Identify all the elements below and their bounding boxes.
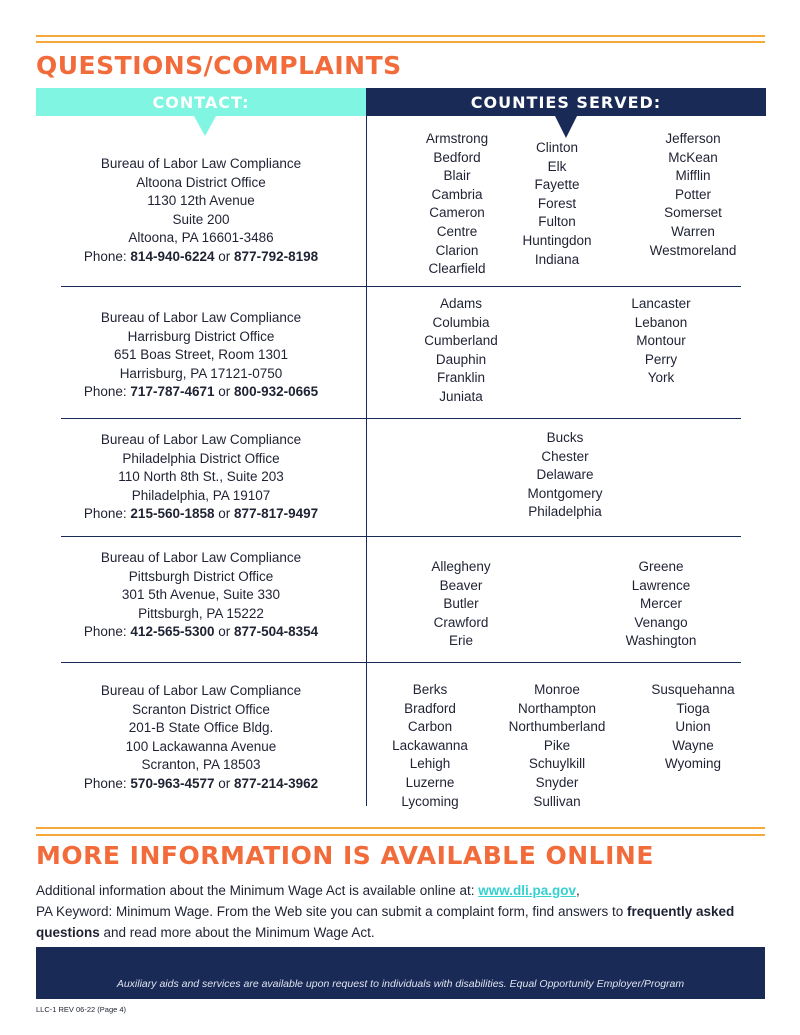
county-name: Cumberland: [424, 333, 498, 349]
counties-arrow-icon: [555, 116, 577, 138]
county-name: Bradford: [404, 700, 456, 716]
county-name: Luzerne: [405, 774, 455, 790]
county-name: Bucks: [546, 430, 584, 445]
office-contact: [36, 682, 366, 793]
phone-or: or: [218, 775, 231, 791]
phone-number[interactable]: 717-787-4671: [130, 384, 215, 399]
county-name: Northumberland: [508, 719, 606, 735]
phone-label: Phone:: [83, 506, 127, 521]
county-name: Wyoming: [664, 756, 722, 772]
county-name: Schuylkill: [528, 756, 586, 772]
phone-number[interactable]: 877-214-3962: [234, 775, 319, 791]
county-name: Westmoreland: [649, 242, 737, 258]
county-name: Fulton: [538, 214, 576, 230]
page-title: QUESTIONS/COMPLAINTS: [36, 51, 402, 80]
county-name: Montour: [636, 333, 686, 349]
county-name: Columbia: [432, 314, 490, 330]
office-address-line: Suite 200: [172, 211, 230, 227]
county-name: Mifflin: [675, 168, 711, 184]
county-name: Potter: [674, 186, 712, 202]
phone-label: Phone:: [83, 248, 127, 264]
county-column: [490, 429, 640, 522]
office-address-line: Altoona, PA 16601-3486: [128, 230, 274, 245]
office-address-line: Harrisburg District Office: [127, 328, 275, 344]
county-name: Franklin: [436, 370, 485, 386]
row-divider: [61, 418, 741, 419]
county-name: Huntingdon: [522, 232, 592, 248]
office-phone-line: [36, 383, 366, 402]
more-info-text: [36, 880, 766, 943]
county-name: Lancaster: [631, 296, 691, 311]
county-name: Washington: [625, 633, 697, 649]
county-name: Lackawanna: [392, 737, 468, 753]
county-name: Forest: [537, 195, 577, 211]
more-info-text-1: Additional information about the Minimum Wage Act is available online at:: [36, 883, 479, 898]
county-name: Elk: [547, 158, 567, 174]
office-address-line: Pittsburgh, PA 15222: [138, 605, 264, 621]
county-name: Jefferson: [665, 131, 721, 146]
county-name: Pike: [543, 737, 571, 753]
county-name: Tioga: [676, 700, 710, 716]
phone-number[interactable]: 877-817-9497: [234, 506, 319, 521]
office-contact: [36, 309, 366, 402]
row-divider: [61, 286, 741, 287]
office-address-line: 201-B State Office Bldg.: [128, 720, 274, 735]
more-info-title: MORE INFORMATION IS AVAILABLE ONLINE: [36, 841, 654, 870]
office-phone-line: [36, 505, 366, 524]
office-contact: [36, 431, 366, 524]
office-address-line: Bureau of Labor Law Compliance: [100, 432, 302, 447]
phone-label: Phone:: [83, 384, 127, 399]
county-name: Juniata: [439, 388, 483, 404]
phone-or: or: [218, 506, 231, 521]
office-phone-line: [36, 248, 366, 267]
phone-number[interactable]: 412-565-5300: [130, 624, 215, 639]
county-name: Crawford: [433, 614, 489, 630]
office-address-line: Bureau of Labor Law Compliance: [100, 550, 302, 565]
website-link[interactable]: www.dli.pa.gov: [478, 883, 577, 898]
county-column: [586, 295, 736, 388]
county-name: Cameron: [429, 205, 485, 221]
county-name: York: [647, 370, 675, 386]
county-name: Lycoming: [401, 793, 459, 809]
office-phone-line: [36, 775, 366, 794]
office-address-line: Bureau of Labor Law Compliance: [100, 156, 302, 171]
county-name: Clearfield: [428, 261, 486, 277]
faq-emphasis: frequently asked questions: [36, 904, 735, 940]
office-contact: [36, 155, 366, 266]
page-code: LLC-1 REV 06-22 (Page 4): [36, 1005, 127, 1014]
office-address-line: 301 5th Avenue, Suite 330: [121, 587, 281, 602]
county-name: Carbon: [407, 719, 453, 735]
county-column: [482, 681, 632, 811]
county-name: Clinton: [535, 140, 579, 155]
row-divider: [61, 662, 741, 663]
county-name: Mercer: [639, 596, 682, 612]
more-info-text-3: PA Keyword: Minimum Wage. From the Web site you can submit a complaint form, find answers to: [36, 904, 627, 919]
county-name: Adams: [439, 296, 483, 311]
county-name: Somerset: [664, 205, 722, 221]
phone-or: or: [218, 624, 231, 639]
county-name: Venango: [634, 614, 688, 630]
county-name: McKean: [668, 149, 718, 165]
county-name: Greene: [638, 559, 684, 574]
county-name: Lawrence: [631, 577, 691, 593]
county-name: Fayette: [534, 177, 580, 193]
office-address-line: Altoona District Office: [136, 174, 266, 190]
county-column: [618, 681, 768, 774]
county-name: Perry: [644, 351, 678, 367]
office-address-line: Harrisburg, PA 17121-0750: [119, 365, 283, 381]
office-phone-line: [36, 623, 366, 642]
county-column: [586, 558, 736, 651]
phone-number[interactable]: 814-940-6224: [130, 248, 215, 264]
county-name: Centre: [436, 223, 478, 239]
office-address-line: 1130 12th Avenue: [147, 193, 255, 208]
top-rule-1: [36, 35, 765, 37]
contact-header: CONTACT:: [36, 88, 366, 116]
counties-header: COUNTIES SERVED:: [366, 88, 766, 116]
phone-number[interactable]: 570-963-4577: [130, 775, 215, 791]
footer-notice: Auxiliary aids and services are available upon request to individuals with disabilities. Equal Opportunity Employer/Program: [36, 947, 765, 999]
row-divider: [61, 536, 741, 537]
county-name: Wayne: [672, 737, 714, 753]
phone-number[interactable]: 215-560-1858: [130, 506, 215, 521]
phone-or: or: [218, 384, 231, 399]
phone-label: Phone:: [83, 624, 127, 639]
office-address-line: Philadelphia, PA 19107: [131, 487, 271, 503]
county-name: Cambria: [431, 186, 483, 202]
office-address-line: Bureau of Labor Law Compliance: [100, 683, 302, 698]
mid-rule-1: [36, 827, 765, 829]
county-column: [482, 139, 632, 269]
contact-arrow-icon: [194, 116, 216, 136]
office-address-line: Philadelphia District Office: [122, 450, 280, 466]
more-info-text-2: ,: [576, 883, 580, 898]
county-name: Philadelphia: [528, 504, 602, 520]
county-name: Union: [675, 719, 711, 735]
county-name: Susquehanna: [651, 682, 735, 697]
county-column: [618, 130, 768, 260]
county-name: Dauphin: [435, 351, 487, 367]
office-address-line: 651 Boas Street, Room 1301: [113, 347, 289, 362]
county-name: Berks: [412, 682, 448, 697]
office-address-line: Bureau of Labor Law Compliance: [100, 310, 302, 325]
county-name: Chester: [541, 448, 589, 464]
county-name: Montgomery: [527, 485, 603, 501]
county-name: Beaver: [439, 577, 483, 593]
office-address-line: Pittsburgh District Office: [128, 568, 274, 584]
county-name: Armstrong: [425, 131, 489, 146]
county-name: Allegheny: [431, 559, 491, 574]
mid-rule-2: [36, 834, 765, 836]
office-contact: [36, 549, 366, 642]
county-name: Lebanon: [634, 314, 688, 330]
county-column: [386, 295, 536, 407]
county-name: Erie: [448, 633, 473, 649]
phone-number[interactable]: 800-932-0665: [234, 384, 319, 399]
phone-number[interactable]: 877-504-8354: [234, 624, 319, 639]
phone-number[interactable]: 877-792-8198: [234, 248, 319, 264]
county-name: Bedford: [433, 149, 481, 165]
office-address-line: 100 Lackawanna Avenue: [125, 738, 277, 754]
county-name: Northampton: [517, 700, 597, 716]
office-address-line: Scranton, PA 18503: [141, 757, 261, 772]
county-name: Snyder: [535, 774, 579, 790]
county-name: Lehigh: [409, 756, 451, 772]
office-address-line: 110 North 8th St., Suite 203: [118, 469, 284, 484]
county-name: Monroe: [534, 682, 580, 697]
county-name: Sullivan: [533, 793, 581, 809]
phone-or: or: [218, 248, 231, 264]
county-name: Clarion: [435, 242, 479, 258]
phone-label: Phone:: [83, 775, 127, 791]
more-info-text-4: and read more about the Minimum Wage Act.: [99, 925, 375, 940]
county-name: Delaware: [536, 467, 594, 483]
county-column: [386, 558, 536, 651]
county-name: Warren: [671, 223, 715, 239]
county-name: Blair: [443, 168, 471, 184]
top-rule-2: [36, 41, 765, 43]
office-address-line: Scranton District Office: [132, 701, 270, 717]
county-name: Butler: [443, 596, 479, 612]
county-name: Indiana: [534, 251, 580, 267]
